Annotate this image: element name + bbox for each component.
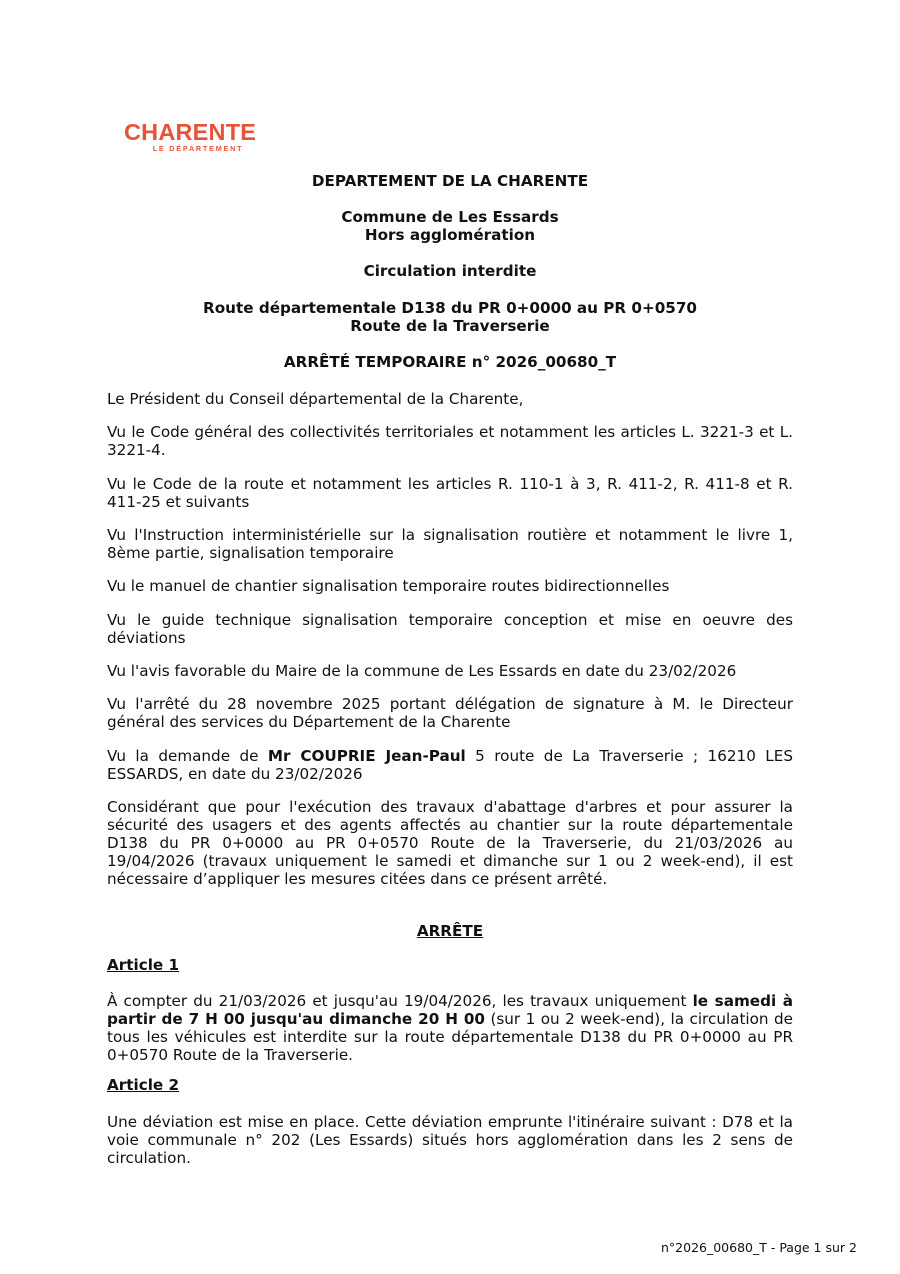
charente-logo — [124, 120, 256, 153]
arrete-heading — [0, 922, 900, 940]
vu-cgct: Vu le Code général des collectivités territoriales et notamment les articles L. 3221-3 et L. 3221-4. — [107, 423, 793, 459]
considerant: Considérant que pour l'exécution des travaux d'abattage d'arbres et pour assurer la sécurité des usagers et des agents affectés au chantier sur la route départementale D138 du PR 0+0000 au PR 0+0570 Route de la Traverserie, du 21/03/2026 au 19/04/2026 (travaux uniquement le samedi et dimanche sur 1 ou 2 week-end), il est nécessaire d’appliquer les mesures citées dans ce présent arrêté. — [107, 798, 793, 888]
vu-demande — [107, 747, 793, 783]
applicant-name: Mr COUPRIE Jean-Paul — [267, 747, 466, 765]
article-2-text: Une déviation est mise en place. Cette déviation emprunte l'itinéraire suivant : D78 et la voie communale n° 202 (Les Essards) situés hors agglomération dans les 2 sens de circulation. — [107, 1113, 793, 1167]
logo-main-text: CHARENTE — [124, 119, 257, 145]
page-footer: n°2026_00680_T - Page 1 sur 2 — [660, 1240, 857, 1255]
measure-heading — [0, 262, 900, 280]
vu-demande-prefix: Vu la demande de — [107, 747, 268, 765]
decree-title: ARRÊTÉ TEMPORAIRE n° 2026_00680_T — [283, 353, 617, 371]
department-heading — [0, 172, 900, 190]
article-1-title: Article 1 — [107, 956, 180, 974]
vu-manuel: Vu le manuel de chantier signalisation temporaire routes bidirectionnelles — [107, 577, 670, 595]
article-1-bold: le samedi à partir de 7 H 00 jusqu'au dimanche 20 H 00 — [107, 992, 793, 1028]
commune-name: Commune de Les Essards — [341, 208, 559, 226]
department-title: DEPARTEMENT DE LA CHARENTE — [311, 172, 589, 190]
vu-guide: Vu le guide technique signalisation temporaire conception et mise en oeuvre des déviations — [107, 611, 793, 647]
vu-avis: Vu l'avis favorable du Maire de la commune de Les Essards en date du 23/02/2026 — [107, 662, 737, 680]
logo-sub-text: LE DÉPARTEMENT — [152, 144, 244, 153]
measure-title: Circulation interdite — [363, 262, 537, 280]
road-name: Route de la Traverserie — [350, 317, 550, 335]
vu-code-route: Vu le Code de la route et notamment les articles R. 110-1 à 3, R. 411-2, R. 411-8 et R. 411-25 et suivants — [107, 475, 793, 511]
road-title: Route départementale D138 du PR 0+0000 au PR 0+0570 — [203, 299, 697, 317]
article-2-title: Article 2 — [107, 1076, 180, 1094]
vu-demande-suffix: 5 route de La Traverserie ; 16210 LES ESSARDS, en date du 23/02/2026 — [107, 747, 793, 783]
arrete-heading-text: ARRÊTE — [416, 922, 484, 940]
road-heading — [0, 299, 900, 335]
vu-arrete: Vu l'arrêté du 28 novembre 2025 portant délégation de signature à M. le Directeur général des services du Département de la Charente — [107, 695, 793, 731]
vu-instruction: Vu l'Instruction interministérielle sur la signalisation routière et notamment le livre 1, 8ème partie, signalisation temporaire — [107, 526, 793, 562]
article-1-suffix: (sur 1 ou 2 week-end), la circulation de tous les véhicules est interdite sur la route départementale D138 du PR 0+0000 au PR 0+0570 Route de la Traverserie. — [107, 1010, 794, 1064]
president-line: Le Président du Conseil départemental de la Charente, — [107, 390, 524, 408]
decree-heading — [0, 353, 900, 371]
article-1-text — [107, 992, 793, 1064]
article-1-prefix: À compter du 21/03/2026 et jusqu'au 19/04/2026, les travaux uniquement — [107, 992, 693, 1010]
commune-heading — [0, 208, 900, 244]
location-type: Hors agglomération — [364, 226, 536, 244]
